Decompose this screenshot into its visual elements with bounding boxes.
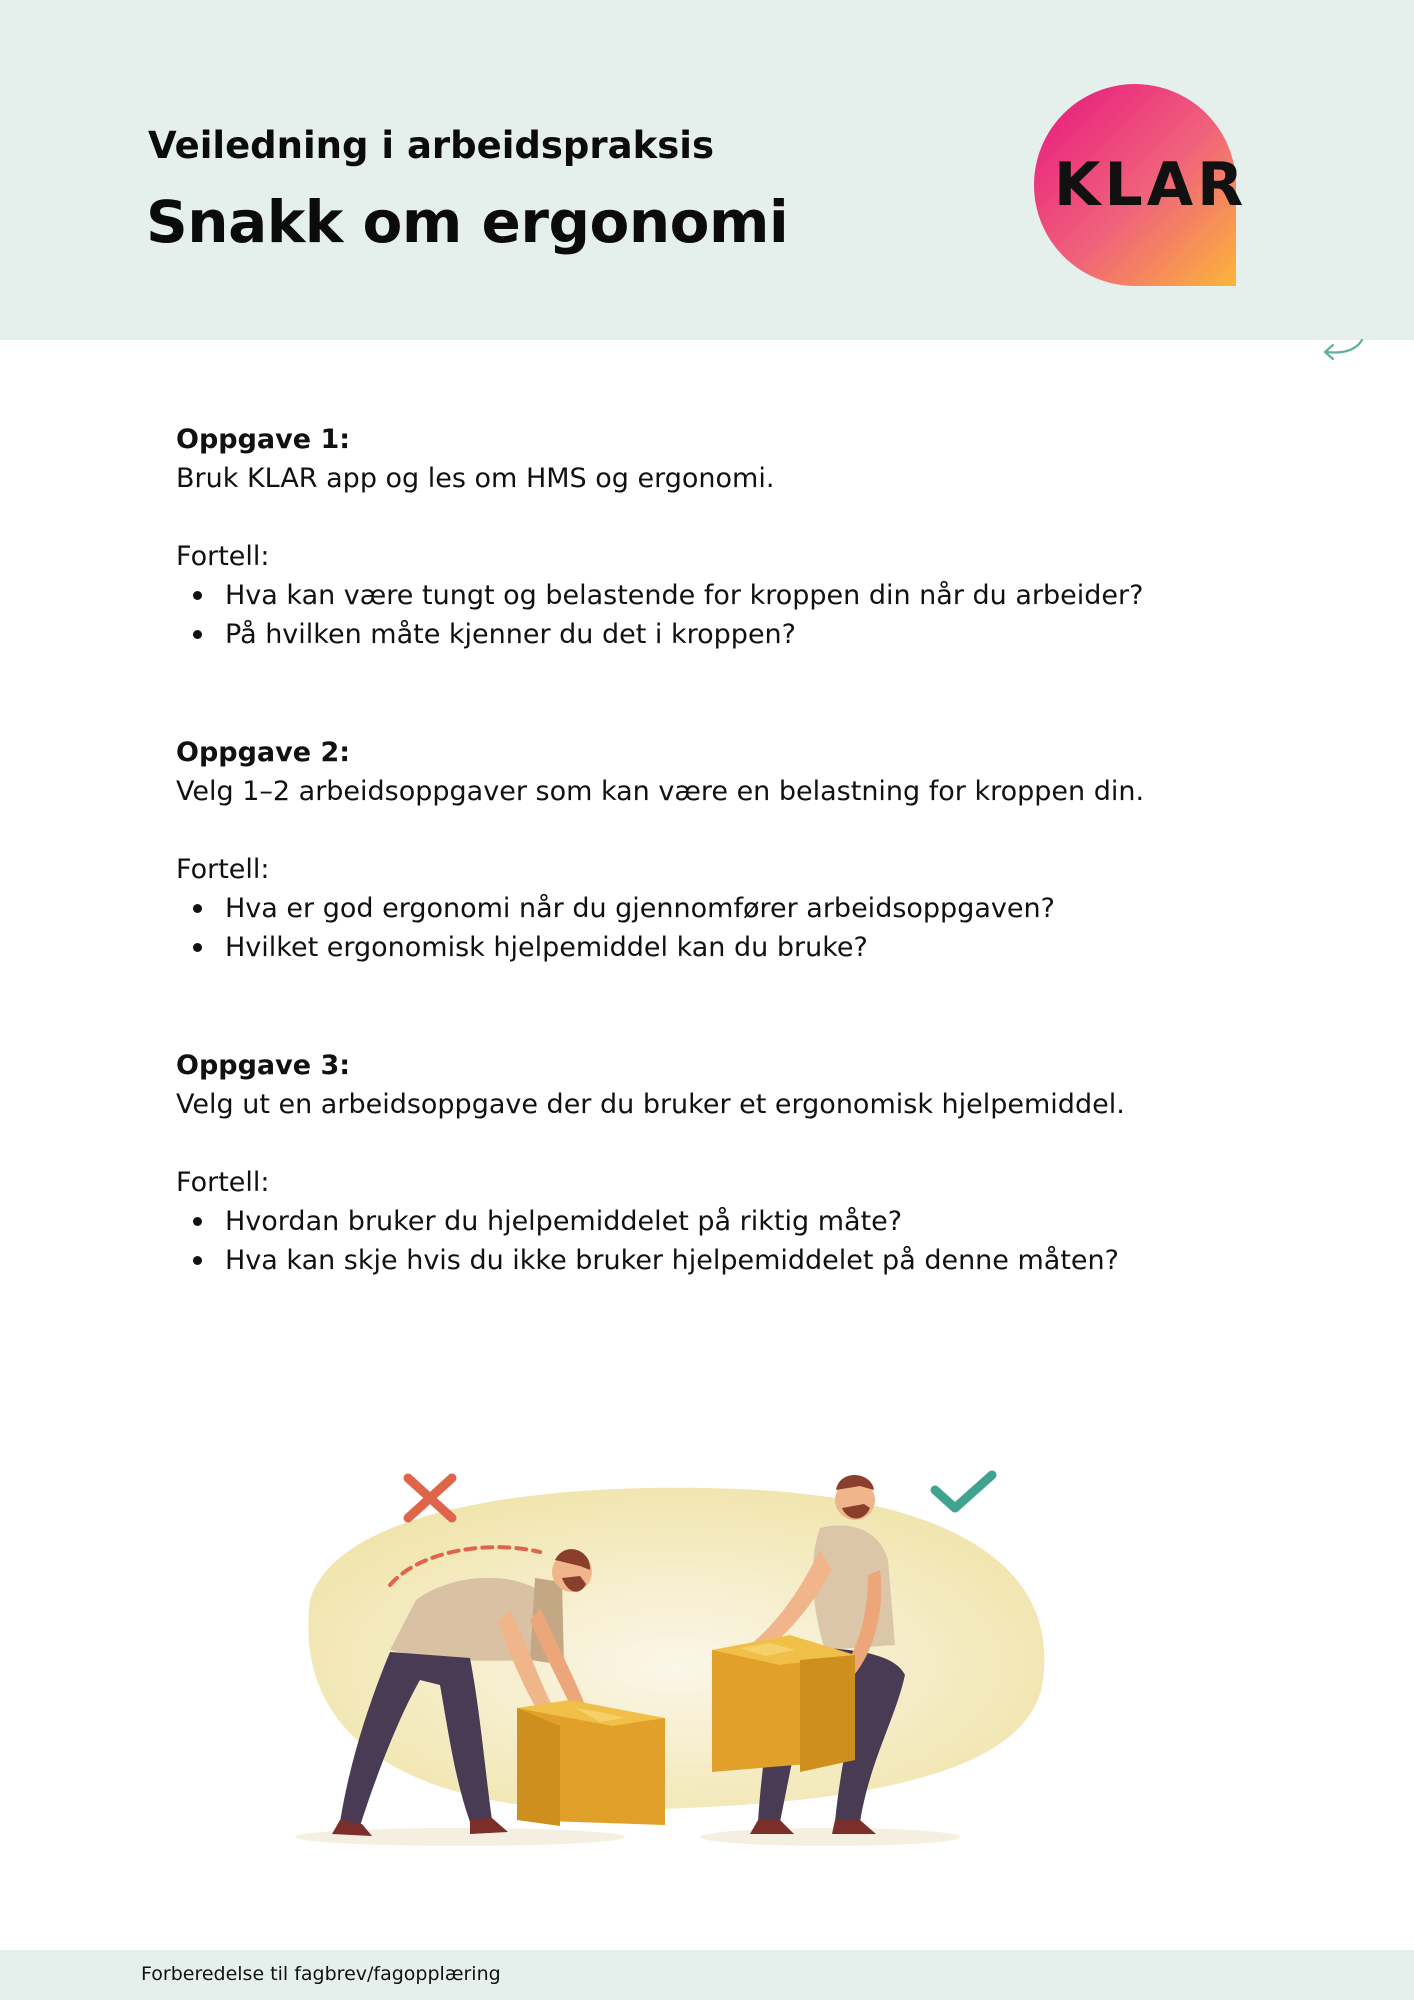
task-heading: Oppgave 3:: [176, 1050, 351, 1081]
task-description: Bruk KLAR app og les om HMS og ergonomi.: [176, 463, 775, 494]
bullet-list: [176, 576, 1143, 654]
task-1: [176, 420, 1143, 654]
task-2: [176, 733, 1144, 967]
box-right: [712, 1635, 855, 1772]
task-3: [176, 1046, 1125, 1280]
footer-text: Forberedelse til fagbrev/fagopplæring: [141, 1963, 501, 1985]
task-heading: Oppgave 2:: [176, 737, 351, 768]
box-left: [517, 1700, 665, 1826]
bullet-item: Hva er god ergonomi når du gjennomfører arbeidsoppgaven?: [176, 889, 1144, 928]
bullet-item: Hva kan være tungt og belastende for kroppen din når du arbeider?: [176, 576, 1143, 615]
task-description: Velg ut en arbeidsoppgave der du bruker et ergonomisk hjelpemiddel.: [176, 1089, 1125, 1120]
lifting-illustration: [280, 1460, 1060, 1860]
logo-text: KLAR: [1054, 150, 1248, 220]
task-description: Velg 1–2 arbeidsoppgaver som kan være en belastning for kroppen din.: [176, 776, 1145, 807]
page-subtitle: Veiledning i arbeidspraksis: [148, 124, 714, 167]
task-prompt: Fortell:: [176, 541, 270, 572]
curved-arrow-icon: [1320, 336, 1366, 370]
task-prompt: Fortell:: [176, 854, 270, 885]
bullet-item: Hvordan bruker du hjelpemiddelet på riktig måte?: [176, 1202, 1125, 1241]
floor-shadow: [700, 1828, 960, 1846]
bullet-item: Hva kan skje hvis du ikke bruker hjelpemiddelet på denne måten?: [176, 1241, 1125, 1280]
cross-icon: [408, 1478, 452, 1518]
task-prompt: Fortell:: [176, 1167, 270, 1198]
footer-bar: [0, 1950, 1414, 2000]
checkmark-icon: [935, 1475, 992, 1508]
bullet-item: På hvilken måte kjenner du det i kroppen?: [176, 615, 1143, 654]
bullet-list: [176, 1202, 1125, 1280]
bullet-item: Hvilket ergonomisk hjelpemiddel kan du bruke?: [176, 928, 1144, 967]
task-heading: Oppgave 1:: [176, 424, 351, 455]
page-title: Snakk om ergonomi: [146, 188, 789, 256]
bullet-list: [176, 889, 1144, 967]
